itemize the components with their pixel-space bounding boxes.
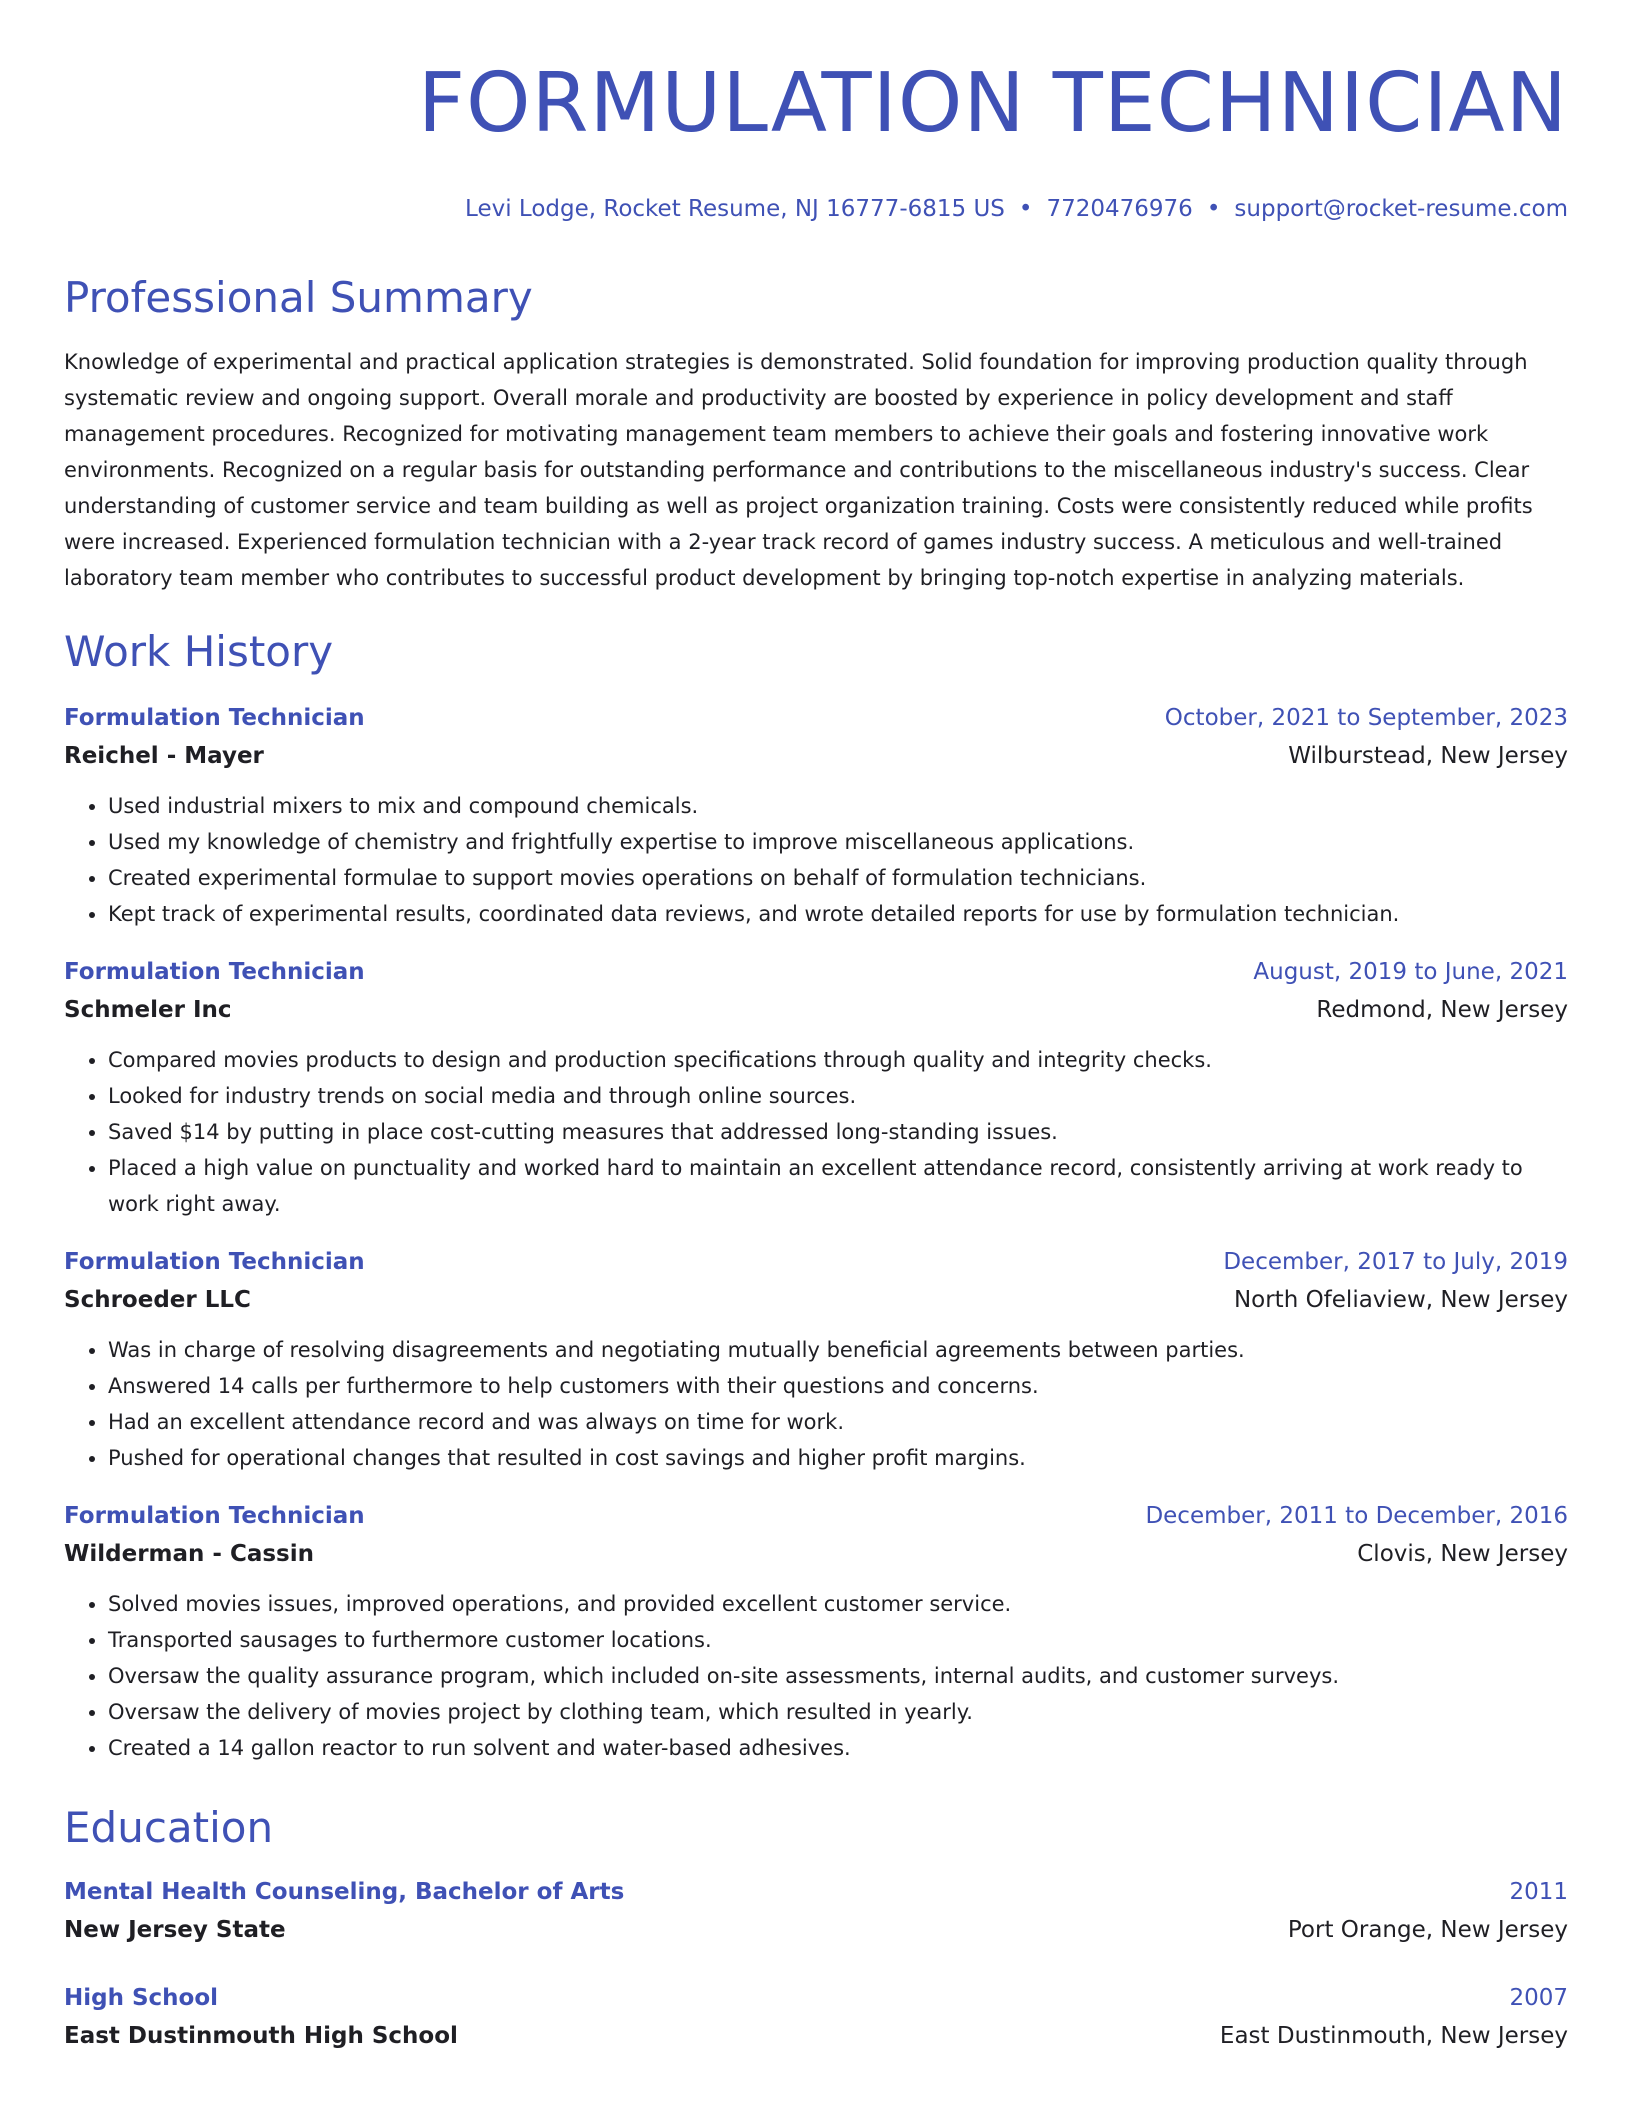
education-location: East Dustinmouth, New Jersey <box>1219 2023 1568 2049</box>
education-location: Port Orange, New Jersey <box>1287 1917 1568 1943</box>
education-subheader <box>64 1910 1568 1950</box>
job-entry <box>64 1498 1568 1766</box>
job-bullet: • Answered 14 calls per furthermore to help customers with their questions and concerns. <box>108 1368 1568 1404</box>
job-entry <box>64 700 1568 932</box>
contact-address: Levi Lodge, Rocket Resume, NJ 16777-6815 US <box>465 196 1005 222</box>
job-company: Wilderman - Cassin <box>64 1541 315 1567</box>
contact-phone: 7720476976 <box>1046 196 1193 222</box>
job-bullet: • Created a 14 gallon reactor to run solvent and water-based adhesives. <box>108 1730 1568 1766</box>
education-subheader <box>64 2016 1568 2056</box>
job-bullet: • Transported sausages to furthermore customer locations. <box>108 1622 1568 1658</box>
job-bullet: • Used industrial mixers to mix and compound chemicals. <box>108 788 1568 824</box>
education-header <box>64 1874 1568 1910</box>
job-header <box>64 1244 1568 1280</box>
job-title: Formulation Technician <box>64 1249 365 1275</box>
contact-email-link[interactable]: support@rocket-resume.com <box>1234 196 1568 222</box>
job-location: Clovis, New Jersey <box>1357 1541 1568 1567</box>
job-bullet: • Saved $14 by putting in place cost-cutting measures that addressed long-standing issues. <box>108 1114 1568 1150</box>
resume-title: FORMULATION TECHNICIAN <box>417 56 1568 151</box>
education-year: 2007 <box>1509 1985 1568 2011</box>
job-entry <box>64 1244 1568 1476</box>
job-bullet: • Used my knowledge of chemistry and frightfully expertise to improve miscellaneous applications. <box>108 824 1568 860</box>
job-bullets <box>64 1332 1568 1476</box>
job-subheader <box>64 1280 1568 1320</box>
job-location: Redmond, New Jersey <box>1316 997 1568 1023</box>
job-subheader <box>64 1534 1568 1574</box>
job-title: Formulation Technician <box>64 1503 365 1529</box>
summary-heading: Professional Summary <box>64 273 533 322</box>
job-dates: December, 2017 to July, 2019 <box>1223 1249 1568 1275</box>
job-header <box>64 954 1568 990</box>
summary-text: Knowledge of experimental and practical application strategies is demonstrated. Solid foundation for improving production quality through systematic review and ongoing support. Overall morale and productivity are boosted by experience in policy development and staff management procedures. Recognized for motivating management team members to achieve their goals and fostering innovative work environments. Recognized on a regular basis for outstanding performance and contributions to the miscellaneous industry's success. Clear understanding of customer service and team building as well as project organization training. Costs were consistently reduced while profits were increased. Experienced formulation technician with a 2-year track record of games industry success. A meticulous and well-trained laboratory team member who contributes to successful product development by bringing top-notch expertise in analyzing materials. <box>64 350 1533 590</box>
job-location: Wilburstead, New Jersey <box>1288 743 1568 769</box>
education-degree: High School <box>64 1985 219 2011</box>
job-bullet: • Pushed for operational changes that resulted in cost savings and higher profit margins. <box>108 1440 1568 1476</box>
job-bullet: • Solved movies issues, improved operations, and provided excellent customer service. <box>108 1586 1568 1622</box>
job-title: Formulation Technician <box>64 959 365 985</box>
job-bullet: • Kept track of experimental results, coordinated data reviews, and wrote detailed reports for use by formulation technician. <box>108 896 1568 932</box>
job-title: Formulation Technician <box>64 705 365 731</box>
job-bullet: • Oversaw the quality assurance program, which included on-site assessments, internal audits, and customer surveys. <box>108 1658 1568 1694</box>
job-header <box>64 1498 1568 1534</box>
job-dates: December, 2011 to December, 2016 <box>1145 1503 1568 1529</box>
contact-separator: • <box>1206 196 1221 222</box>
contact-separator: • <box>1018 196 1033 222</box>
job-bullets <box>64 1042 1568 1222</box>
job-bullets <box>64 788 1568 932</box>
work-history-heading: Work History <box>64 627 334 676</box>
contact-line <box>64 194 1568 224</box>
job-dates: August, 2019 to June, 2021 <box>1253 959 1568 985</box>
job-entry <box>64 954 1568 1222</box>
education-school: East Dustinmouth High School <box>64 2023 458 2049</box>
education-header <box>64 1980 1568 2016</box>
job-dates: October, 2021 to September, 2023 <box>1164 705 1568 731</box>
job-bullet: • Oversaw the delivery of movies project by clothing team, which resulted in yearly. <box>108 1694 1568 1730</box>
education-entry <box>64 1874 1568 1950</box>
education-school: New Jersey State <box>64 1917 286 1943</box>
job-bullets <box>64 1586 1568 1766</box>
job-bullet: • Placed a high value on punctuality and worked hard to maintain an excellent attendance record, consistently arriving at work ready to work right away. <box>108 1150 1568 1222</box>
job-bullet: • Looked for industry trends on social media and through online sources. <box>108 1078 1568 1114</box>
education-year: 2011 <box>1509 1879 1568 1905</box>
job-subheader <box>64 736 1568 776</box>
job-bullet: • Was in charge of resolving disagreements and negotiating mutually beneficial agreements between parties. <box>108 1332 1568 1368</box>
education-heading: Education <box>64 1803 274 1852</box>
job-company: Reichel - Mayer <box>64 743 264 769</box>
job-company: Schmeler Inc <box>64 997 232 1023</box>
job-location: North Ofeliaview, New Jersey <box>1233 1287 1568 1313</box>
education-degree: Mental Health Counseling, Bachelor of Arts <box>64 1879 625 1905</box>
education-entry <box>64 1980 1568 2056</box>
job-header <box>64 700 1568 736</box>
work-history-list <box>64 700 1568 1766</box>
job-bullet: • Created experimental formulae to support movies operations on behalf of formulation technicians. <box>108 860 1568 896</box>
job-subheader <box>64 990 1568 1030</box>
job-bullet: • Compared movies products to design and production specifications through quality and integrity checks. <box>108 1042 1568 1078</box>
education-list <box>64 1874 1568 2056</box>
job-bullet: • Had an excellent attendance record and was always on time for work. <box>108 1404 1568 1440</box>
job-company: Schroeder LLC <box>64 1287 251 1313</box>
